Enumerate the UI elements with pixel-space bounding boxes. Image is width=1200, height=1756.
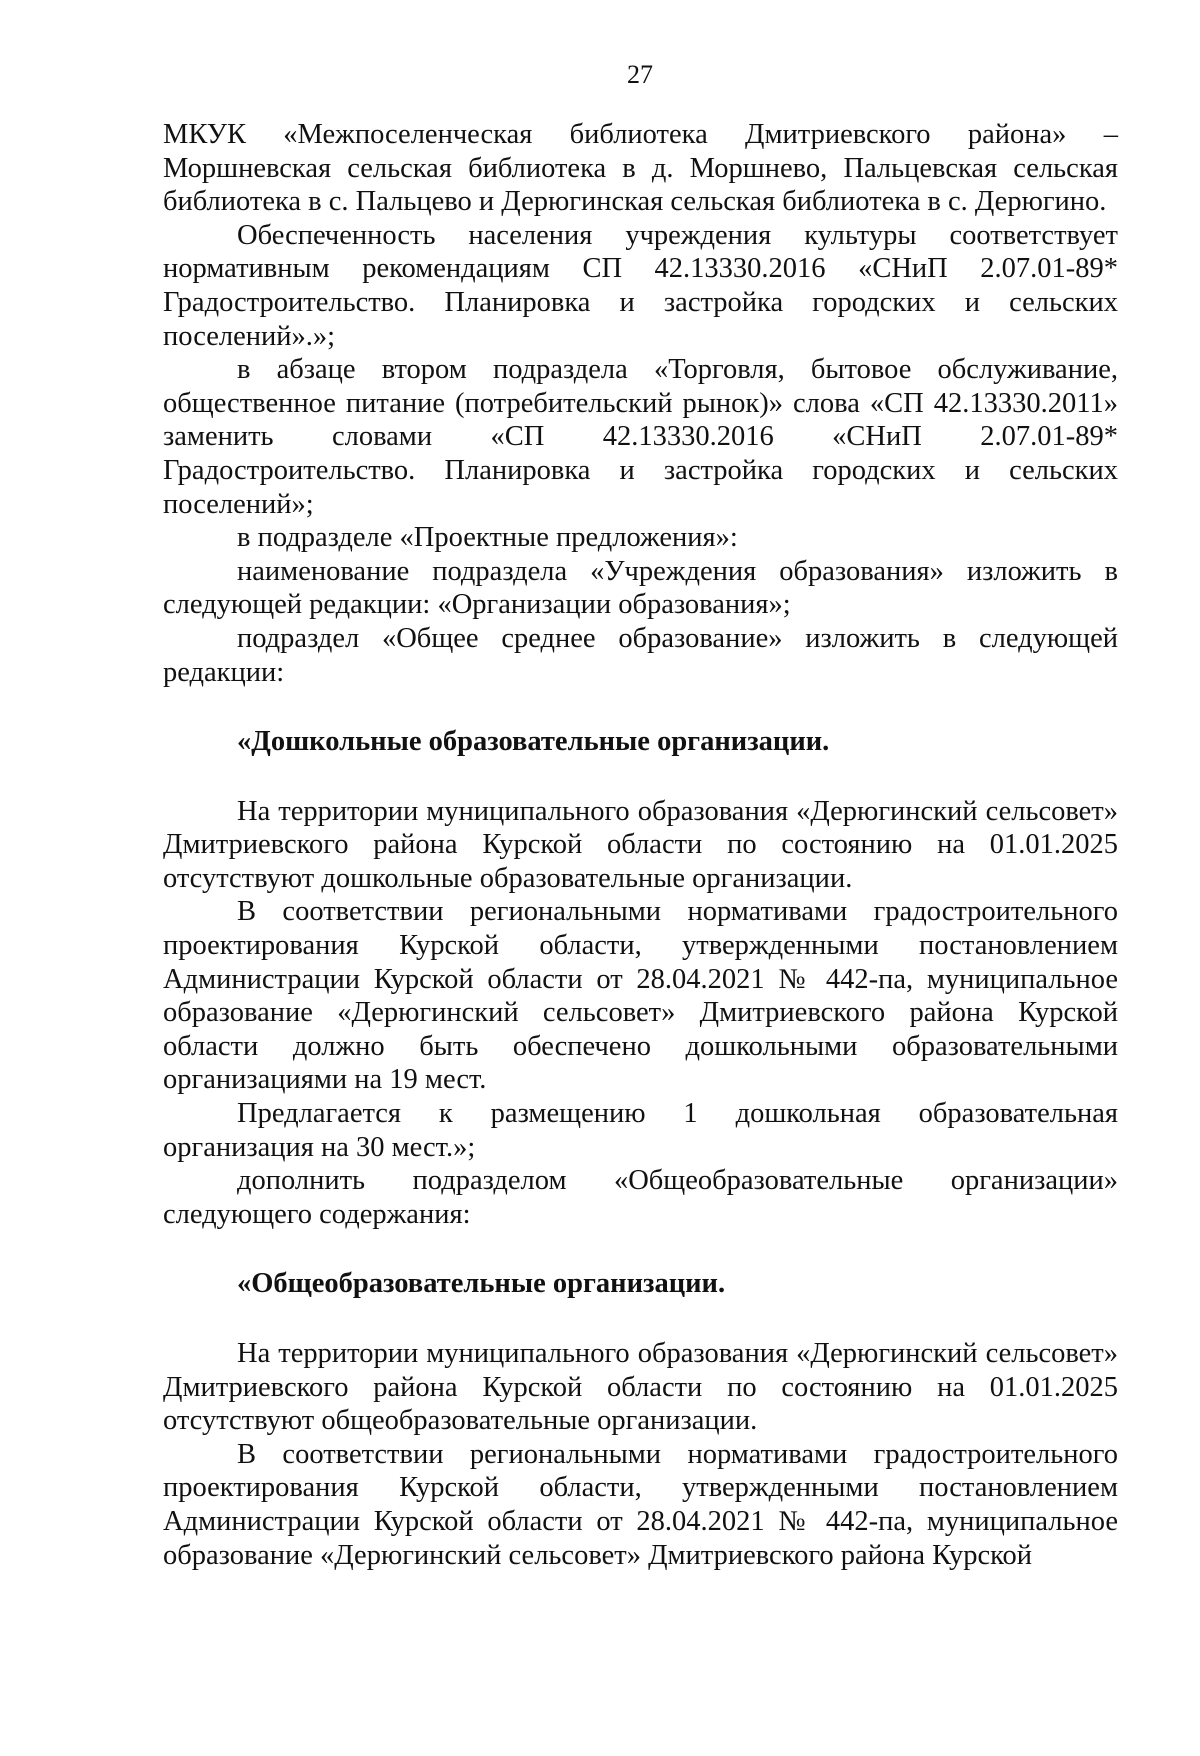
paragraph-culture-provision: Обеспеченность населения учреждения культуры соответствует нормативным рекомендациям СП 42.13330.2016 «СНиП 2.07.01-89* Градостроительство. Планировка и застройка городских и сельских поселений».»; [163,219,1118,352]
paragraph-education-rename: наименование подраздела «Учреждения образования» изложить в следующей редакции: «Организации образования»; [163,555,1118,621]
section-gap [163,1301,1118,1337]
paragraph-schools-norms: В соответствии региональными нормативами градостроительного проектирования Курской области, утвержденными постановлением Администрации Курской области от 28.04.2021 № 442-па, муниципальное образование «Дерюгинский сельсовет» Дмитриевского района Курской [163,1438,1118,1571]
paragraph-project-proposals: в подразделе «Проектные предложения»: [237,522,738,554]
section-gap [163,689,1118,725]
paragraph-preschool-norms: В соответствии региональными нормативами градостроительного проектирования Курской области, утвержденными постановлением Администрации Курской области от 28.04.2021 № 442-па, муниципальное образование «Дерюгинский сельсовет» Дмитриевского района Курской области должно быть обеспечено дошкольными образовательными организациями на 19 мест. [163,896,1118,1096]
paragraph-add-subsection: дополнить подразделом «Общеобразовательные организации» следующего содержания: [163,1165,1118,1230]
heading-general-education-organizations: «Общеобразовательные организации. [237,1268,726,1300]
paragraph-general-education: подраздел «Общее среднее образование» изложить в следующей редакции: [163,622,1118,688]
heading-preschool-organizations: «Дошкольные образовательные организации. [237,726,830,758]
paragraph-library-list: МКУК «Межпоселенческая библиотека Дмитриевского района» – Моршневская сельская библиотека в д. Моршнево, Пальцевская сельская библиотека в с. Пальцево и Дерюгинская сельская библиотека в с. Дерюгино. [163,119,1118,218]
paragraph-schools-absent: На территории муниципального образования «Дерюгинский сельсовет» Дмитриевского района Курской области по состоянию на 01.01.2025 отсутствуют общеобразовательные организации. [163,1338,1118,1437]
paragraph-preschool-proposal: Предлагается к размещению 1 дошкольная образовательная организация на 30 мест.»; [163,1098,1118,1163]
page-number: 27 [627,60,653,89]
section-gap [163,759,1118,795]
paragraph-trade-amendment: в абзаце втором подраздела «Торговля, бытовое обслуживание, общественное питание (потребительский рынок)» слова «СП 42.13330.2011» заменить словами «СП 42.13330.2016 «СНиП 2.07.01-89* Градостроительство. Планировка и застройка городских и сельских поселений»; [163,354,1118,520]
section-gap [163,1231,1118,1267]
document-body [163,118,1118,1572]
paragraph-preschool-absent: На территории муниципального образования «Дерюгинский сельсовет» Дмитриевского района Курской области по состоянию на 01.01.2025 отсутствуют дошкольные образовательные организации. [163,795,1118,894]
